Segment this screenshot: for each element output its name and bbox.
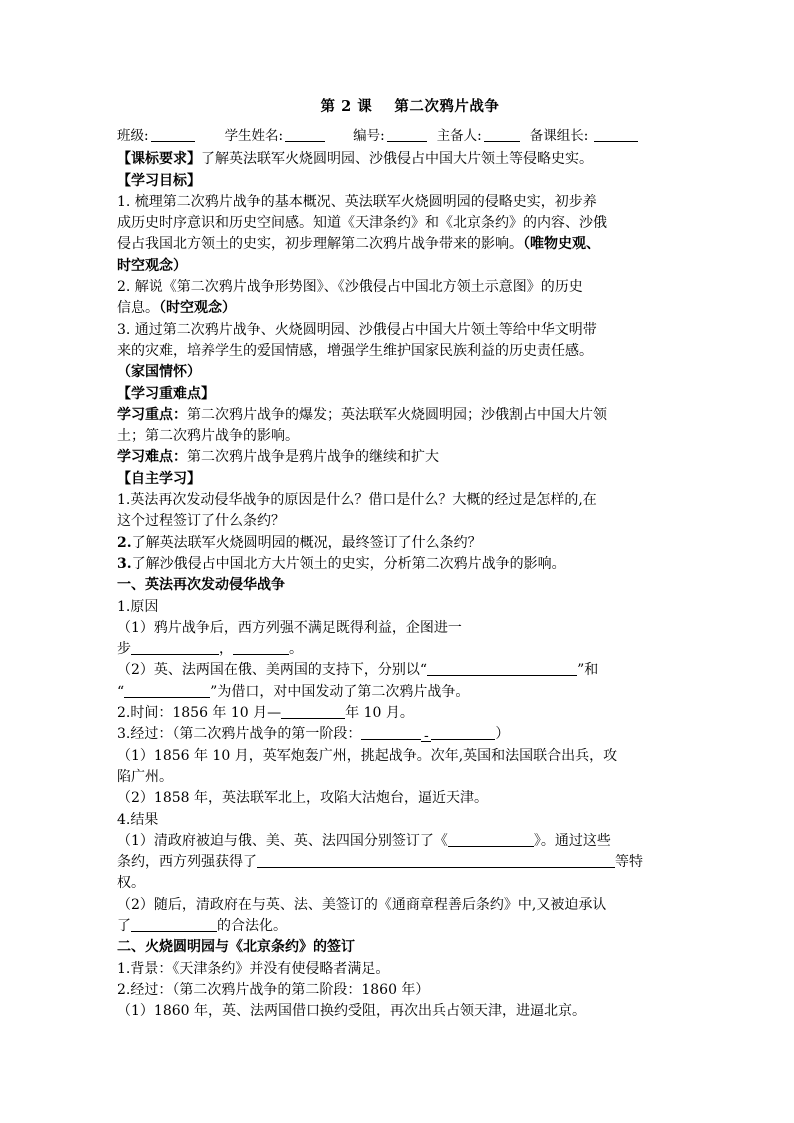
objective-2-line-1: 2. 解说《第二次鸦片战争形势图》、《沙俄侵占中国北方领土示意图》的历史: [117, 279, 583, 296]
objective-1-text: 侵占我国北方领土的史实，初步理解第二次鸦片战争带来的影响。: [117, 236, 523, 253]
cause-1-blank-1[interactable]: [131, 639, 219, 655]
cause-1-text: 步: [117, 641, 131, 658]
section-2-course-1: （1）1860 年，英、法两国借口换约受阻，再次出兵占领天津，进逼北京。: [117, 1003, 586, 1020]
focus-label: 学习重点：: [117, 406, 187, 423]
class-blank[interactable]: [151, 126, 195, 142]
objectives-heading: 【学习目标】: [117, 172, 201, 189]
standard-text: 了解英法联军火烧圆明园、沙俄侵占中国大片领土等侵略史实。: [201, 151, 593, 168]
objective-1-line-2: 成历史时序意识和历史空间感。知道《天津条约》和《北京条约》的内容、沙俄: [117, 215, 607, 232]
focus-line-2: 土；第二次鸦片战争的影响。: [117, 428, 299, 445]
result-1-line-1: [117, 831, 677, 852]
preparer-label: 主备人:: [436, 128, 482, 144]
time-text-b: 年 10 月。: [345, 705, 414, 722]
time-text-a: 2.时间：1856 年 10 月—: [117, 705, 282, 722]
question-3-text: 了解沙俄侵占中国北方大片领土的史实，分析第二次鸦片战争的影响。: [131, 555, 566, 572]
question-2-number: 2.: [117, 534, 132, 551]
course-dash: -: [421, 726, 431, 742]
course-1-line-2: 陷广州。: [117, 768, 173, 785]
question-1-line-1: 1.英法再次发动侵华战争的原因是什么？借口是什么？大概的经过是怎样的,在: [117, 492, 597, 509]
key-points-heading: 【学习重难点】: [117, 385, 215, 402]
result-1-text-b: 》。通过这些: [533, 832, 611, 849]
result-2-text-a: 了: [117, 917, 131, 934]
objective-1-tag-b: 时空观念）: [117, 257, 187, 274]
focus-text: 第二次鸦片战争的爆发；英法联军火烧圆明园；沙俄割占中国大片领: [187, 406, 607, 423]
question-2-text: 了解英法联军火烧圆明园的概况，最终签订了什么条约？: [131, 534, 482, 551]
course-2: （2）1858 年，英法联军北上，攻陷大沽炮台，逼近天津。: [117, 790, 488, 807]
question-1-line-2: 这个过程签订了什么条约？: [117, 513, 285, 530]
cause-1-blank-2[interactable]: [233, 639, 289, 655]
difficulty-label: 学习难点：: [117, 449, 187, 466]
cause-2-line-2: [117, 682, 677, 703]
objective-3-line-2: 来的灾难，培养学生的爱国情感，增强学生维护国家民族利益的历史责任感。: [117, 342, 593, 359]
result-1-line-2: [117, 852, 677, 873]
group-leader-label: 备课组长:: [529, 128, 589, 144]
class-label: 班级:: [117, 128, 149, 144]
objective-2-tag: （时空观念）: [159, 300, 236, 317]
result-2-line-2: [117, 916, 677, 937]
self-study-heading: 【自主学习】: [117, 470, 201, 487]
standard-heading: 【课标要求】: [117, 151, 201, 168]
result-1-blank-1[interactable]: [448, 831, 534, 847]
question-3: [117, 554, 677, 575]
result-1-text-d: 等特: [615, 854, 643, 871]
result-1-text-a: （1）清政府被迫与俄、美、英、法四国分别签订了《: [117, 832, 448, 849]
time-line: [117, 703, 677, 724]
course-blank-1[interactable]: [361, 724, 421, 740]
worksheet-page: [117, 96, 677, 1022]
result-2-blank[interactable]: [131, 916, 217, 932]
course-end: ）: [495, 726, 510, 743]
result-2-text-b: 的合法化。: [217, 917, 287, 934]
section-2-background: 1.背景：《天津条约》并没有使侵略者满足。: [117, 960, 390, 977]
preparer-blank[interactable]: [484, 126, 520, 142]
cause-title: 1.原因: [117, 598, 159, 615]
cause-2-text-b: ”和: [577, 662, 599, 679]
objective-1-line-1: 1. 梳理第二次鸦片战争的基本概况、英法联军火烧圆明园的侵略史实，初步养: [117, 193, 597, 210]
cause-1-separator: ，: [219, 641, 233, 658]
section-1-heading: 一、英法再次发动侵华战争: [117, 577, 285, 594]
course-blank-2[interactable]: [431, 724, 495, 740]
objective-3-line-1: 3. 通过第二次鸦片战争、火烧圆明园、沙俄侵占中国大片领土等给中华文明带: [117, 321, 597, 338]
cause-2-text-c: “: [117, 683, 125, 700]
group-leader-blank[interactable]: [594, 126, 638, 142]
cause-2-line-1: [117, 660, 677, 681]
time-blank[interactable]: [281, 703, 345, 719]
course-1-line-1: （1）1856 年 10 月，英军炮轰广州，挑起战争。次年,英国和法国联合出兵，攻: [117, 747, 618, 764]
difficulty-text: 第二次鸦片战争是鸦片战争的继续和扩大: [187, 449, 439, 466]
cause-1-line-2: [117, 639, 677, 660]
result-title: 4.结果: [117, 811, 159, 828]
standard-line: [117, 149, 677, 170]
section-2-heading: 二、火烧圆明园与《北京条约》的签订: [117, 939, 355, 956]
student-name-blank[interactable]: [285, 126, 325, 142]
result-1-blank-2[interactable]: [257, 852, 615, 868]
question-2: [117, 533, 677, 554]
page-title: 第 2 课 第二次鸦片战争: [320, 98, 500, 115]
focus-line-1: [117, 405, 677, 426]
section-2-course: 2.经过：（第二次鸦片战争的第二阶段：1860 年）: [117, 981, 430, 998]
course-text: 3.经过：（第二次鸦片战争的第一阶段：: [117, 726, 362, 743]
objective-1-line-3: [117, 234, 677, 255]
number-label: 编号:: [353, 128, 385, 144]
objective-3-tag: （家国情怀）: [117, 364, 201, 381]
cause-1-end: 。: [289, 641, 303, 658]
cause-2-text-a: （2）英、法两国在俄、美两国的支持下，分别以“: [117, 662, 428, 679]
objective-2-text: 信息。: [117, 300, 159, 317]
cause-2-blank-2[interactable]: [124, 682, 210, 698]
header-info-row: [117, 126, 677, 147]
objective-1-tag-a: （唯物史观、: [523, 236, 600, 253]
result-1-line-3: 权。: [117, 875, 145, 892]
objective-2-line-2: [117, 298, 677, 319]
question-3-number: 3.: [117, 555, 132, 572]
cause-2-text-d: ”为借口，对中国发动了第二次鸦片战争。: [210, 683, 470, 700]
result-2-line-1: （2）随后，清政府在与英、法、美签订的《通商章程善后条约》中,又被迫承认: [117, 896, 607, 913]
cause-2-blank-1[interactable]: [427, 660, 577, 676]
student-name-label: 学生姓名:: [224, 128, 284, 144]
result-1-text-c: 条约，西方列强获得了: [117, 854, 257, 871]
difficulty-line: [117, 447, 677, 468]
cause-1-line-1: （1）鸦片战争后，西方列强不满足既得利益，企图进一: [117, 619, 462, 636]
number-blank[interactable]: [387, 126, 427, 142]
course-line: [117, 724, 677, 745]
